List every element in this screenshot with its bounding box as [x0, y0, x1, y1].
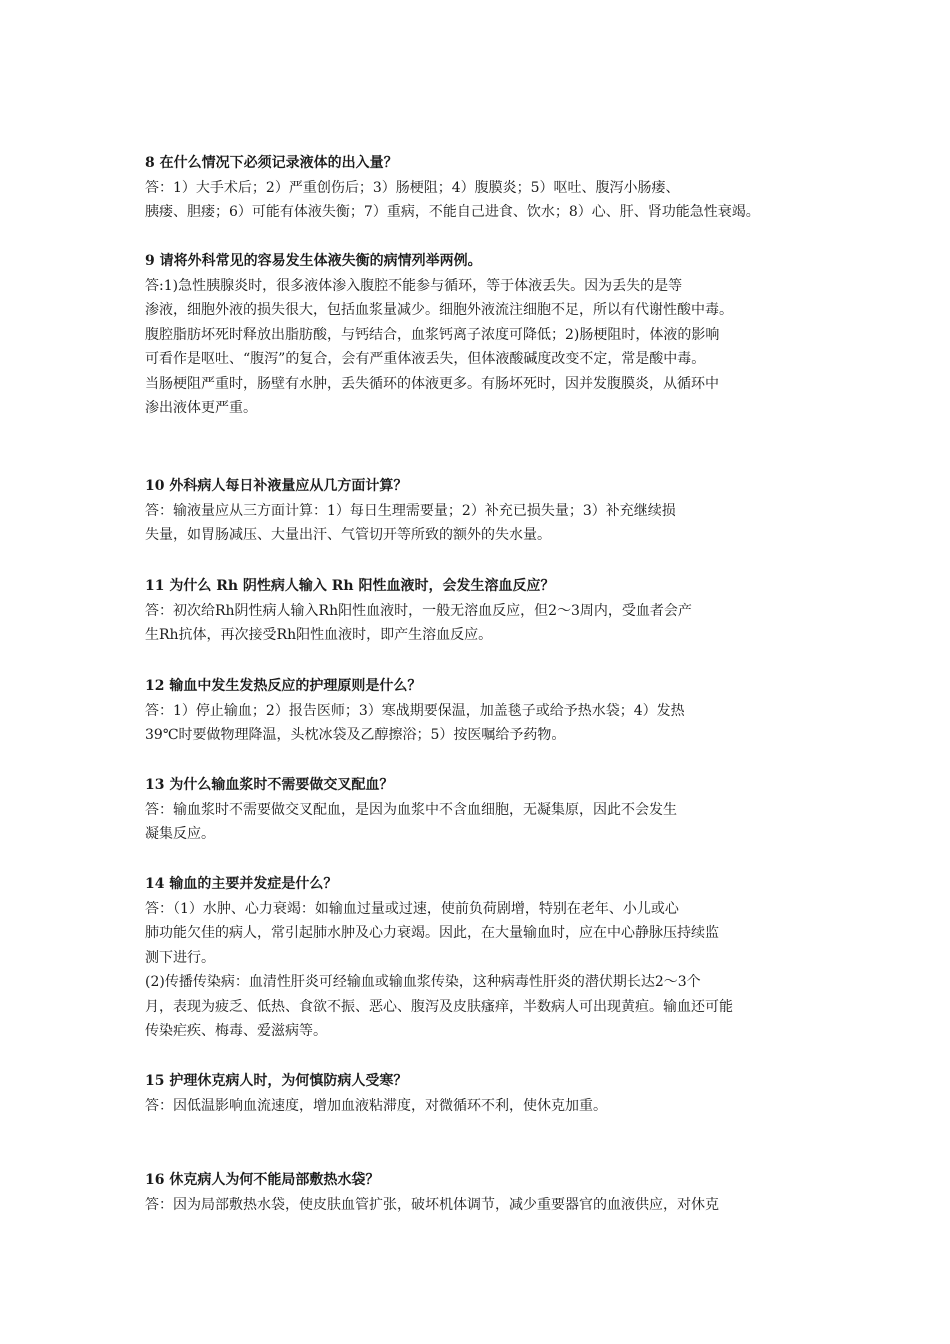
question-heading: 12 输血中发生发热反应的护理原则是什么？ — [145, 678, 422, 694]
qa-item-10 — [145, 475, 825, 548]
question-heading: 9 请将外科常见的容易发生体液失衡的病情列举两例。 — [145, 253, 482, 269]
answer-line: 答：因为局部敷热水袋，使皮肤血管扩张，破坏机体调节，减少重要器官的血液供应，对休克 — [145, 1197, 719, 1213]
answer-line: 可看作是呕吐、“腹泻”的复合，会有严重体液丢失，但体液酸碱度改变不定，常是酸中毒。 — [145, 351, 706, 368]
answer-line: 肺功能欠佳的病人，常引起肺水肿及心力衰竭。因此，在大量输血时，应在中心静脉压持续监 — [145, 925, 719, 942]
question-heading: 16 休克病人为何不能局部敷热水袋？ — [145, 1172, 380, 1188]
question-heading: 14 输血的主要并发症是什么？ — [145, 876, 338, 892]
answer-line: 答:1)急性胰腺炎时，很多液体渗入腹腔不能参与循环，等于体液丢失。因为丢失的是等 — [145, 278, 683, 294]
answer-line: 答：（1）水肿、心力衰竭：如输血过量或过速，使前负荷剧增，特别在老年、小儿或心 — [145, 901, 679, 917]
answer-line: (2)传播传染病：血清性肝炎可经输血或输血浆传染，这种病毒性肝炎的潜伏期长达2～3个 — [145, 974, 701, 991]
answer-line: 生Rh抗体，再次接受Rh阳性血液时，即产生溶血反应。 — [145, 627, 493, 644]
answer-line: 答：1）大手术后；2）严重创伤后；3）肠梗阻；4）腹膜炎；5）呕吐、腹泻小肠瘘、 — [145, 180, 680, 196]
qa-item-16 — [145, 1169, 825, 1217]
qa-item-11 — [145, 575, 825, 648]
answer-line: 失量，如胃肠减压、大量出汗、气管切开等所致的额外的失水量。 — [145, 527, 551, 544]
qa-item-14 — [145, 873, 825, 1043]
answer-line: 腹腔脂肪坏死时释放出脂肪酸，与钙结合，血浆钙离子浓度可降低；2)肠梗阻时，体液的影响 — [145, 326, 720, 343]
question-heading: 13 为什么输血浆时不需要做交叉配血？ — [145, 777, 394, 793]
answer-line: 月，表现为疲乏、低热、食欲不振、恶心、腹泻及皮肤瘙痒，半数病人可出现黄疸。输血还可能 — [145, 998, 733, 1015]
qa-item-15 — [145, 1070, 825, 1118]
qa-item-9 — [145, 250, 825, 420]
question-heading: 11 为什么 Rh 阴性病人输入 Rh 阳性血液时，会发生溶血反应？ — [145, 578, 555, 594]
question-heading: 15 护理休克病人时，为何慎防病人受寒？ — [145, 1073, 408, 1089]
answer-line: 答：输液量应从三方面计算：1）每日生理需要量；2）补充已损失量；3）补充继续损 — [145, 503, 676, 519]
answer-line: 答：输血浆时不需要做交叉配血，是因为血浆中不含血细胞，无凝集原，因此不会发生 — [145, 802, 677, 818]
answer-line: 胰瘘、胆瘘；6）可能有体液失衡；7）重病，不能自己进食、饮水；8）心、肝、肾功能急性衰竭。 — [145, 204, 760, 221]
answer-line: 测下进行。 — [145, 949, 215, 966]
answer-line: 传染疟疾、梅毒、爱滋病等。 — [145, 1022, 327, 1039]
question-heading: 8 在什么情况下必须记录液体的出入量？ — [145, 155, 398, 171]
answer-line: 答：因低温影响血流速度，增加血液粘滞度，对微循环不利，使休克加重。 — [145, 1098, 607, 1114]
answer-line: 凝集反应。 — [145, 826, 215, 843]
qa-item-8 — [145, 152, 825, 225]
answer-line: 答：1）停止输血；2）报告医师；3）寒战期要保温，加盖毯子或给予热水袋；4）发热 — [145, 703, 685, 719]
answer-line: 答：初次给Rh阴性病人输入Rh阳性血液时，一般无溶血反应，但2～3周内，受血者会产 — [145, 603, 692, 619]
answer-line: 渗出液体更严重。 — [145, 399, 257, 416]
qa-item-13 — [145, 774, 825, 847]
answer-line: 39℃时要做物理降温，头枕冰袋及乙醇擦浴；5）按医嘱给予药物。 — [145, 727, 566, 744]
qa-item-12 — [145, 675, 825, 748]
answer-line: 当肠梗阻严重时，肠壁有水肿，丢失循环的体液更多。有肠坏死时，因并发腹膜炎，从循环中 — [145, 375, 719, 392]
answer-line: 渗液，细胞外液的损失很大，包括血浆量减少。细胞外液流注细胞不足，所以有代谢性酸中毒。 — [145, 302, 733, 319]
question-heading: 10 外科病人每日补液量应从几方面计算？ — [145, 478, 408, 494]
